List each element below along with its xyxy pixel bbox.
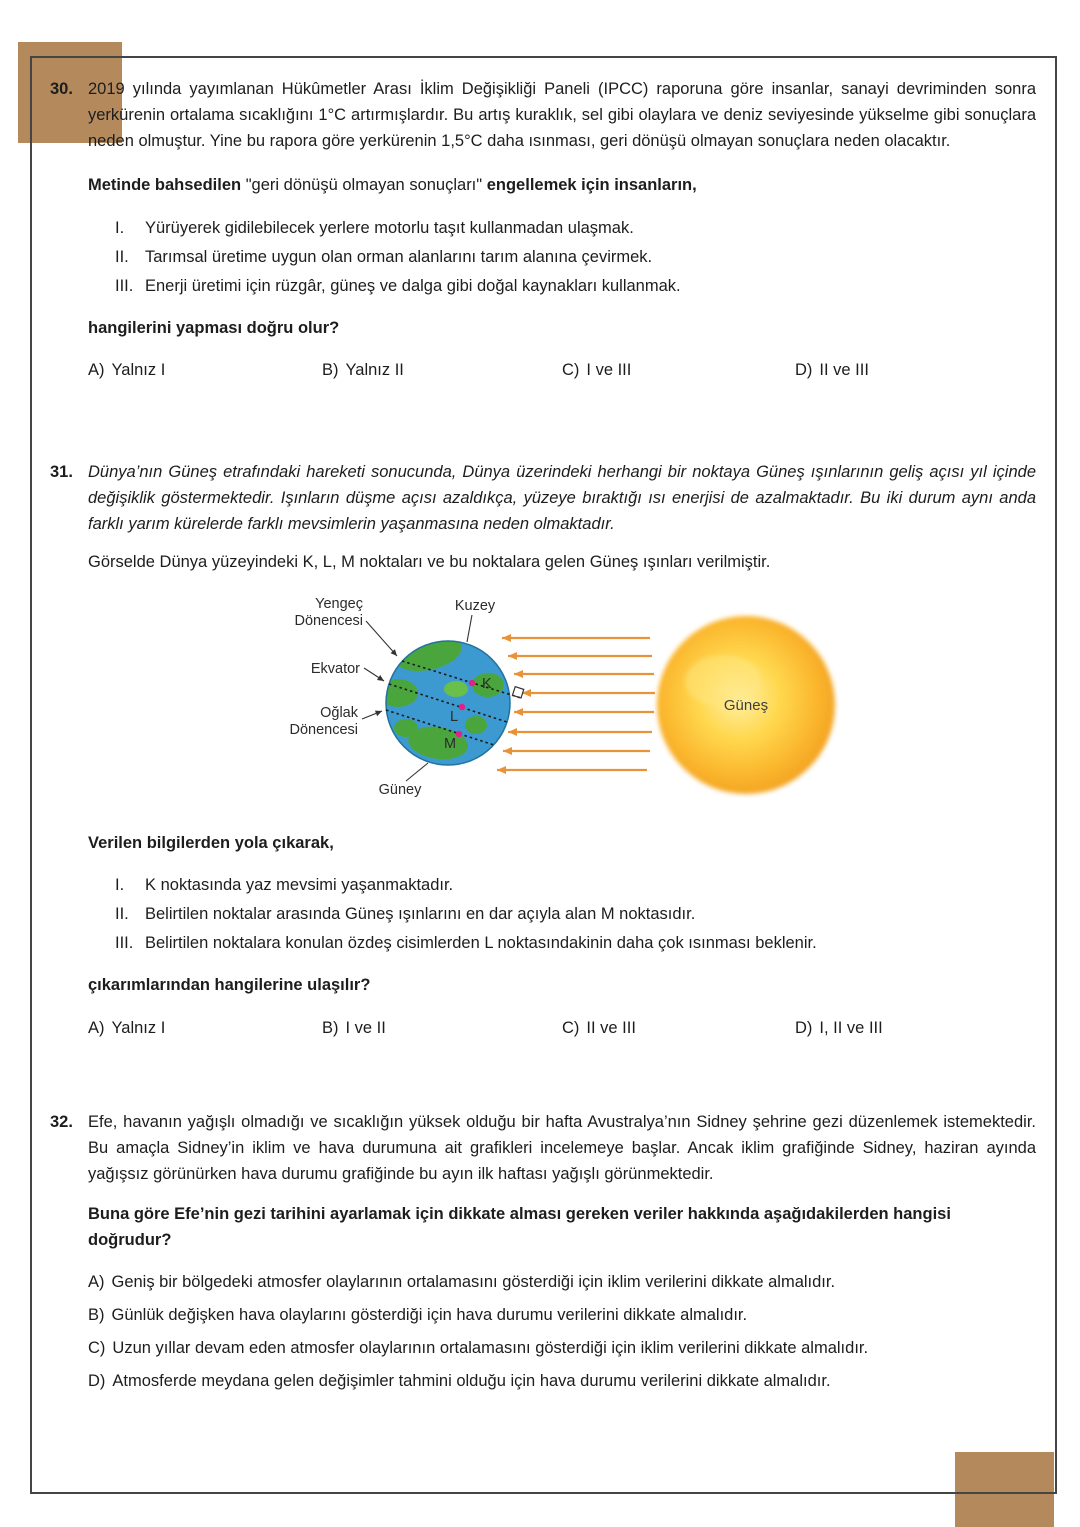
option-text: I, II ve III (819, 1018, 883, 1037)
label-tropic-of-capricorn-1: Oğlak (320, 705, 358, 721)
option-b (322, 1015, 562, 1041)
option-text: Günlük değişken hava olaylarını gösterdiği için hava durumu verilerini dikkate almalıdır. (111, 1306, 748, 1324)
option-label: A) (88, 1273, 105, 1291)
option-text: I ve II (345, 1018, 386, 1037)
option-c (562, 1015, 795, 1041)
option-text: II ve III (586, 1018, 636, 1037)
point-l-dot (459, 704, 465, 710)
tropic-of-cancer-pointer (366, 621, 397, 656)
option-label: A) (88, 361, 105, 379)
north-axis-pointer (467, 615, 472, 642)
option-c (562, 357, 795, 383)
roman-item-2 (88, 901, 1036, 927)
option-d (795, 357, 869, 383)
earth-sun-diagram (278, 593, 878, 813)
roman-items (88, 215, 1036, 299)
option-c (88, 1335, 1036, 1361)
question-paragraph: 2019 yılında yayımlanan Hükûmetler Arası İklim Değişikliği Paneli (IPCC) raporuna göre insanlar, sanayi devriminden sonra yerkürenin ortalama sıcaklığını 1°C artırmışlardır. Bu artış kuraklık, sel gibi olaylara ve deniz seviyesinde yükselme gibi sonuçlara neden olmuştur. Yine bu rapora göre yerkürenin 1,5°C daha ısınması, geri dönüşü olmayan sonuçlara neden olacaktır. (88, 80, 1036, 150)
roman-numeral: III. (115, 276, 134, 295)
item-text: K noktasında yaz mevsimi yaşanmaktadır. (145, 876, 454, 894)
south-axis-pointer (406, 763, 428, 781)
stem-quote: "geri dönüşü olmayan sonuçları" (241, 176, 487, 194)
roman-item-1 (88, 215, 1036, 241)
label-point-m: M (444, 736, 457, 752)
option-label: D) (795, 1018, 813, 1037)
label-tropic-of-cancer-1: Yengeç (315, 596, 363, 612)
option-label: B) (322, 361, 339, 379)
diagram-intro-text: Görselde Dünya yüzeyindeki K, L, M noktaları ve bu noktalara gelen Güneş ışınları verilmiştir. (88, 553, 771, 571)
roman-numeral: II. (115, 905, 129, 923)
option-label: B) (88, 1306, 105, 1324)
option-b (88, 1302, 1036, 1328)
item-text: Yürüyerek gidilebilecek yerlere motorlu taşıt kullanmadan ulaşmak. (145, 218, 634, 237)
question-prompt: Buna göre Efe’nin gezi tarihini ayarlamak için dikkate alması gereken veriler hakkında aşağıdakilerden hangisi doğrudur? (88, 1204, 951, 1249)
option-label: C) (88, 1339, 106, 1357)
label-point-k: K (482, 676, 492, 692)
option-d (795, 1015, 883, 1041)
lead-bold: Verilen bilgilerden yola çıkarak, (88, 833, 334, 852)
item-text: Tarımsal üretime uygun olan orman alanlarını tarım alanına çevirmek. (145, 247, 653, 266)
option-label: D) (795, 361, 813, 379)
question-30 (50, 76, 1036, 383)
item-text: Enerji üretimi için rüzgâr, güneş ve dalga gibi doğal kaynakları kullanmak. (145, 276, 681, 295)
question-32 (50, 1109, 1036, 1395)
roman-numeral: II. (115, 247, 129, 266)
option-a (88, 1015, 322, 1041)
option-text: Uzun yıllar devam eden atmosfer olaylarının ortalamasını gösterdiği için iklim verilerini dikkate almalıdır. (112, 1339, 869, 1357)
stem-bold-prefix: Metinde bahsedilen (88, 176, 242, 194)
question-number: 31. (50, 463, 73, 481)
roman-item-3 (88, 273, 1036, 299)
item-text: Belirtilen noktalara konulan özdeş cisimlerden L noktasındakinin daha çok ısınması beklenir. (145, 934, 817, 952)
sun-ray-arrows (497, 638, 655, 770)
label-sun: Güneş (723, 697, 769, 714)
tropic-of-capricorn-pointer (362, 711, 382, 719)
option-text: I ve III (586, 361, 632, 379)
question-paragraph: Efe, havanın yağışlı olmadığı ve sıcaklığın yüksek olduğu bir hafta Avustralya’nın Sidney şehrine gezi düzenlemek istemektedir. Bu amaçla Sidney’in iklim ve hava durumuna ait grafikleri incelemeye başlar. Ancak iklim grafiğinde Sidney, haziran ayında yağışsız görünürken hava durumu grafiğinde bu ayın ilk haftası yağışlı görünmektedir. (88, 1112, 1036, 1183)
roman-numeral: I. (115, 876, 125, 894)
point-k-dot (469, 680, 475, 686)
stem-bold-suffix: engellemek için insanların, (486, 176, 697, 194)
question-number: 32. (50, 1112, 73, 1131)
roman-numeral: I. (115, 218, 125, 237)
option-label: C) (562, 361, 580, 379)
options-row (88, 357, 1036, 383)
option-text: Atmosferde meydana gelen değişimler tahmini olduğu için hava durumu verilerini dikkate almalıdır. (112, 1372, 831, 1390)
label-south: Güney (378, 782, 422, 798)
option-a (88, 357, 322, 383)
option-label: B) (322, 1018, 339, 1037)
label-north: Kuzey (454, 598, 496, 614)
corner-decoration-bottom-right (955, 1452, 1054, 1527)
roman-item-3 (88, 930, 1036, 956)
label-tropic-of-capricorn-2: Dönencesi (289, 722, 358, 738)
page-content (50, 76, 1036, 1401)
option-text: Geniş bir bölgedeki atmosfer olaylarının ortalamasını gösterdiği için iklim verilerini dikkate almalıdır. (111, 1273, 836, 1291)
roman-items (88, 872, 1036, 956)
question-31 (50, 459, 1036, 1041)
option-b (322, 357, 562, 383)
option-text: Yalnız II (345, 361, 404, 379)
options-row (88, 1015, 1036, 1041)
roman-item-1 (88, 872, 1036, 898)
options-list (88, 1269, 1036, 1394)
option-text: Yalnız I (111, 1018, 166, 1037)
option-text: Yalnız I (111, 361, 166, 379)
option-label: A) (88, 1018, 105, 1037)
roman-numeral: III. (115, 934, 134, 952)
roman-item-2 (88, 244, 1036, 270)
question-paragraph: Dünya’nın Güneş etrafındaki hareketi sonucunda, Dünya üzerindeki herhangi bir noktaya Güneş ışınlarının geliş açısı yıl içinde değişiklik göstermektedir. Işınların düşme açısı azaldıkça, yüzeye bıraktığı ısı enerjisi de azalmaktadır. Bu iki durum aynı anda farklı yarım kürelerde farklı mevsimlerin yaşanmasına neden olmaktadır. (88, 463, 1036, 533)
option-a (88, 1269, 1036, 1295)
equator-pointer (364, 668, 384, 681)
label-equator: Ekvator (310, 661, 360, 677)
question-prompt: çıkarımlarından hangilerine ulaşılır? (88, 976, 371, 994)
question-stem (88, 172, 1036, 198)
question-number: 30. (50, 80, 73, 98)
option-label: C) (562, 1018, 580, 1037)
option-label: D) (88, 1372, 106, 1390)
label-point-l: L (450, 709, 459, 725)
label-tropic-of-cancer-2: Dönencesi (294, 613, 363, 629)
item-text: Belirtilen noktalar arasında Güneş ışınlarını en dar açıyla alan M noktasıdır. (145, 905, 696, 923)
option-d (88, 1368, 1036, 1394)
option-text: II ve III (819, 361, 869, 379)
point-m-dot (456, 731, 462, 737)
question-prompt: hangilerini yapması doğru olur? (88, 318, 340, 337)
